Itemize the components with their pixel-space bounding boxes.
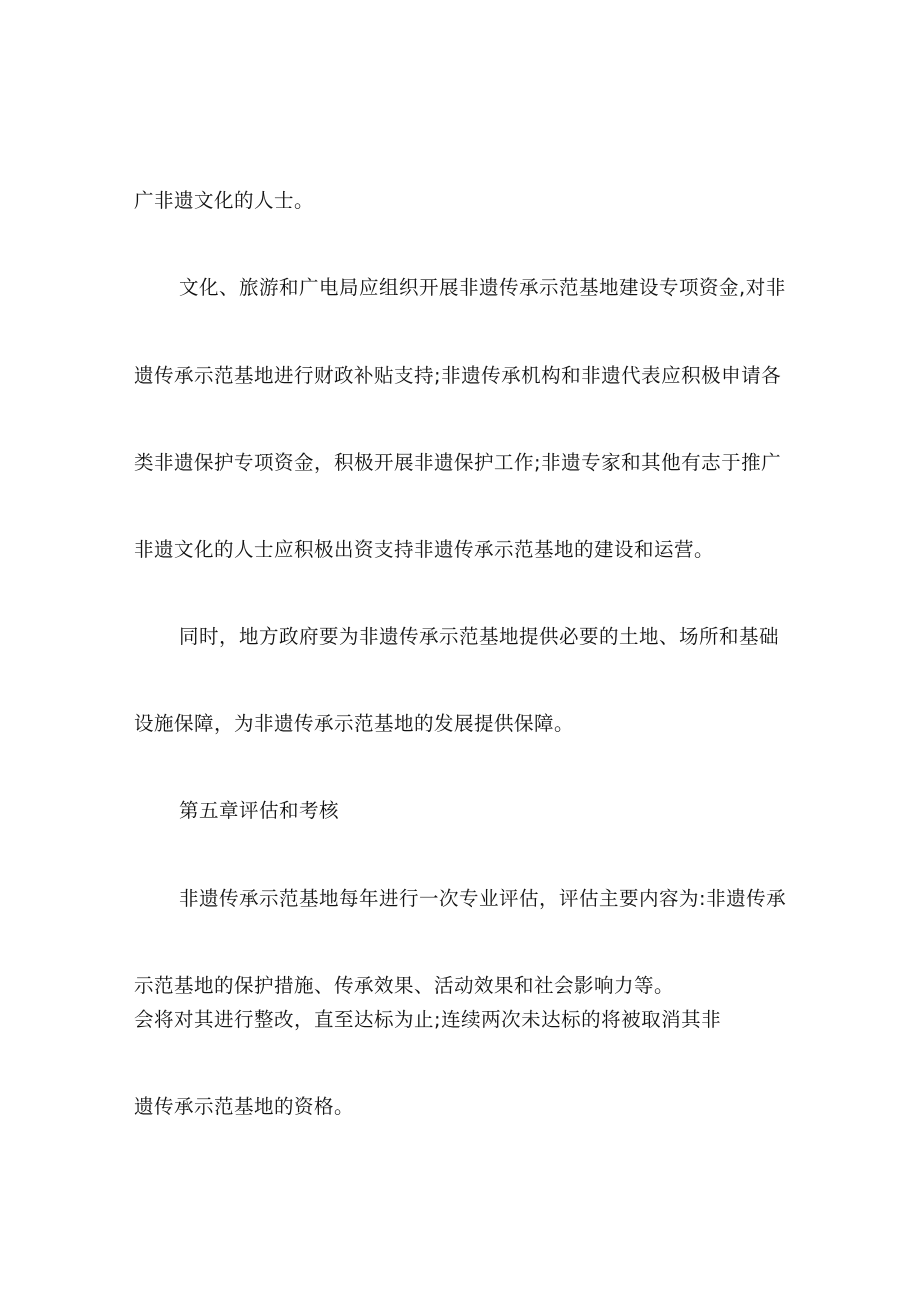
paragraph-evaluation-line-3: 会将对其进行整改，直至达标为止;连续两次未达标的将被取消其非 — [134, 1008, 722, 1031]
paragraph-evaluation-line-4: 遗传承示范基地的资格。 — [134, 1095, 355, 1118]
paragraph-funding-line-2: 遗传承示范基地进行财政补贴支持;非遗传承机构和非遗代表应积极申请各 — [134, 364, 782, 387]
paragraph-evaluation-line-1: 非遗传承示范基地每年进行一次专业评估，评估主要内容为:非遗传承 — [179, 887, 787, 910]
paragraph-funding-line-1: 文化、旅游和广电局应组织开展非遗传承示范基地建设专项资金,对非 — [179, 276, 786, 299]
paragraph-evaluation-line-2: 示范基地的保护措施、传承效果、活动效果和社会影响力等。 — [134, 974, 675, 997]
paragraph-government-line-1: 同时，地方政府要为非遗传承示范基地提供必要的土地、场所和基础 — [179, 625, 780, 648]
chapter-heading: 第五章评估和考核 — [179, 799, 340, 822]
paragraph-government-line-2: 设施保障，为非遗传承示范基地的发展提供保障。 — [134, 712, 575, 735]
paragraph-funding-line-4: 非遗文化的人士应积极出资支持非遗传承示范基地的建设和运营。 — [134, 538, 715, 561]
text-line-continuation: 广非遗文化的人士。 — [134, 189, 315, 212]
paragraph-funding-line-3: 类非遗保护专项资金，积极开展非遗保护工作;非遗专家和其他有志于推广 — [134, 451, 782, 474]
